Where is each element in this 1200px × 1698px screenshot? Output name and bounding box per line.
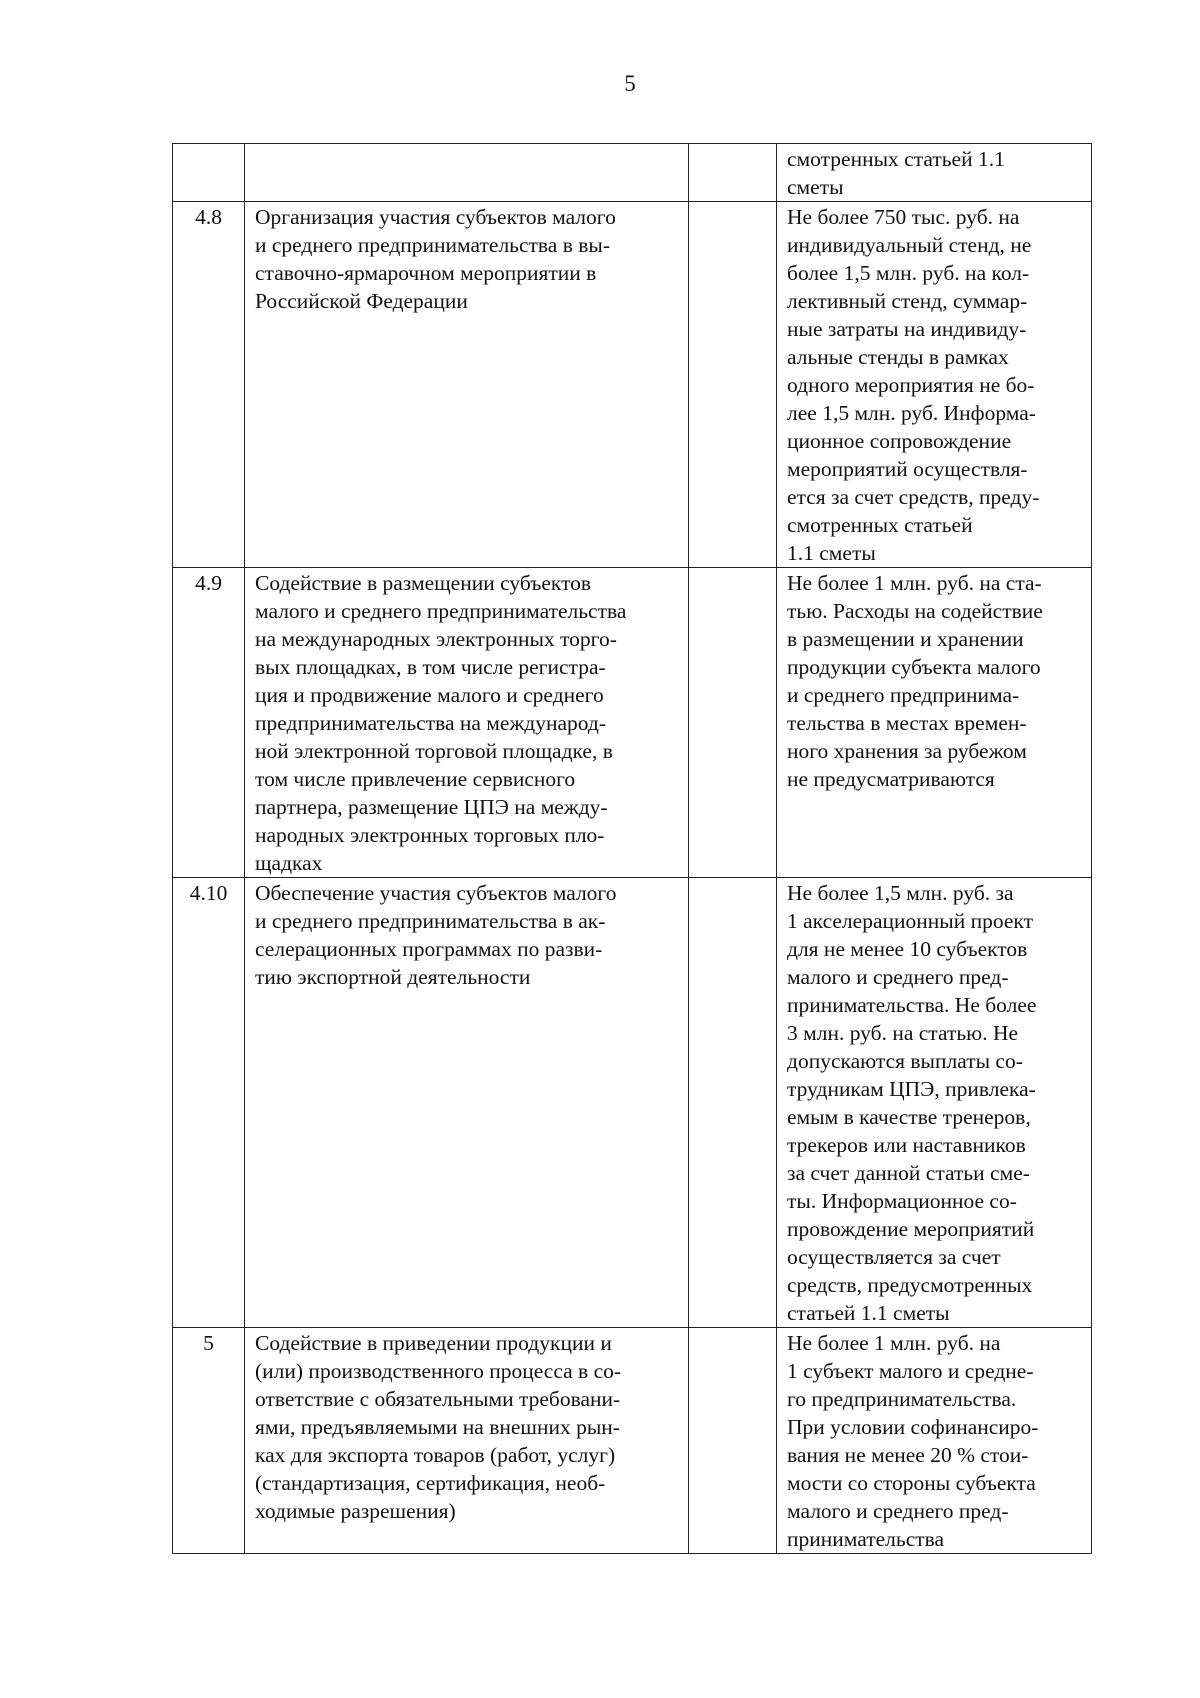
row-number-cell (173, 144, 245, 202)
row-number-cell: 4.9 (173, 568, 245, 878)
description-cell: Содействие в приведении продукции и (или) производственного процесса в со- ответствие с обязательными требовани- ями, предъявляемыми на внешних рын- ках для экспорта товаров (работ, услуг) (стандартизация, сертификация, необ- ходимые разрешения) (245, 1328, 689, 1554)
description-cell (245, 144, 689, 202)
row-number-cell: 5 (173, 1328, 245, 1554)
limit-cell: Не более 1 млн. руб. на ста- тью. Расходы на содействие в размещении и хранении продукции субъекта малого и среднего предпринима- тельства в местах времен- ного хранения за рубежом не предусматриваются (777, 568, 1092, 878)
description-cell: Организация участия субъектов малого и среднего предпринимательства в вы- ставочно-ярмарочном мероприятии в Российской Федерации (245, 202, 689, 568)
limit-cell: Не более 1,5 млн. руб. за 1 акселерационный проект для не менее 10 субъектов малого и среднего пред- принимательства. Не более 3 млн. руб. на статью. Не допускаются выплаты со- трудникам ЦПЭ, привлека- емым в качестве тренеров, трекеров или наставников за счет данной статьи сме- ты. Информационное со- провождение мероприятий осуществляется за счет средств, предусмотренных статьей 1.1 сметы (777, 878, 1092, 1328)
table-row (173, 568, 1092, 878)
empty-cell (689, 568, 777, 878)
row-number-cell: 4.8 (173, 202, 245, 568)
table-row (173, 878, 1092, 1328)
empty-cell (689, 1328, 777, 1554)
limit-cell: смотренных статьей 1.1 сметы (777, 144, 1092, 202)
limit-cell: Не более 1 млн. руб. на 1 субъект малого и средне- го предпринимательства. При условии софинансиро- вания не менее 20 % стои- мости со стороны субъекта малого и среднего пред- принимательства (777, 1328, 1092, 1554)
description-cell: Обеспечение участия субъектов малого и среднего предпринимательства в ак- селерационных программах по разви- тию экспортной деятельности (245, 878, 689, 1328)
table-row (173, 1328, 1092, 1554)
empty-cell (689, 878, 777, 1328)
description-cell: Содействие в размещении субъектов малого и среднего предпринимательства на международных электронных торго- вых площадках, в том числе регистра- ция и продвижение малого и среднего предпринимательства на международ- ной электронной торговой площадке, в том числе привлечение сервисного партнера, размещение ЦПЭ на междy- народных электронных торговых пло- щадках (245, 568, 689, 878)
limit-cell: Не более 750 тыс. руб. на индивидуальный стенд, не более 1,5 млн. руб. на кол- лективный стенд, суммар- ные затраты на индивиду- альные стенды в рамках одного мероприятия не бо- лее 1,5 млн. руб. Информа- ционное сопровождение мероприятий осуществля- ется за счет средств, преду- смотренных статьей 1.1 сметы (777, 202, 1092, 568)
empty-cell (689, 144, 777, 202)
row-number-cell: 4.10 (173, 878, 245, 1328)
empty-cell (689, 202, 777, 568)
page-number: 5 (624, 71, 636, 96)
table-row (173, 202, 1092, 568)
expense-limits-table (172, 143, 1092, 1554)
table-row (173, 144, 1092, 202)
